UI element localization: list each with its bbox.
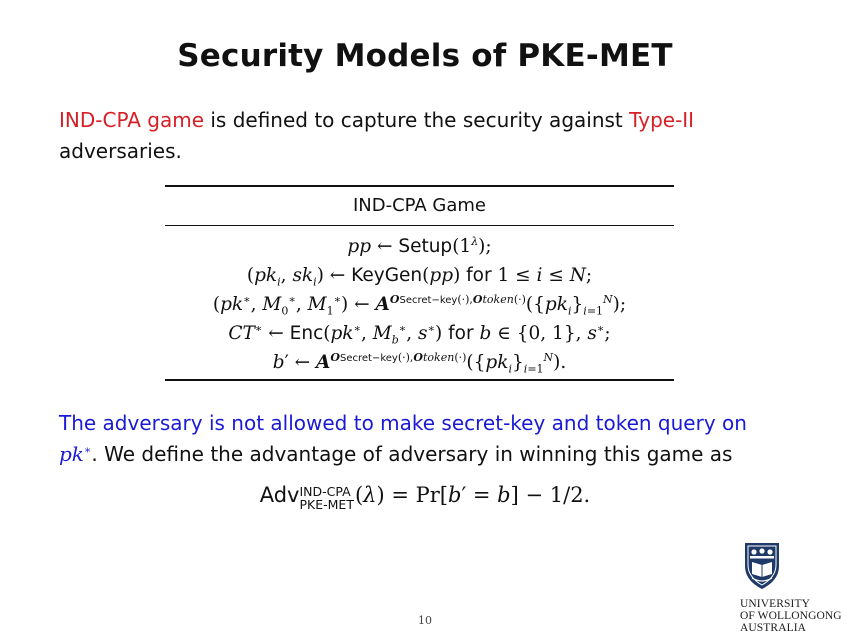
ind-cpa-game-term: IND-CPA game	[59, 108, 204, 132]
adv-superscript: IND-CPA	[299, 483, 351, 499]
ind-cpa-game-table	[165, 185, 674, 381]
pk-star-symbol: pk∗	[59, 442, 92, 466]
game-steps	[165, 226, 674, 379]
page-number: 10	[418, 614, 432, 627]
university-name: UNIVERSITY OF WOLLONGONG AUSTRALIA	[740, 598, 842, 634]
crest-icon	[742, 540, 782, 590]
restriction-text: The adversary is not allowed to make secret-key and token query on	[59, 411, 747, 435]
table-header: IND-CPA Game	[352, 195, 487, 216]
restriction-paragraph	[59, 408, 819, 470]
game-step-keygen: ($pk_i$, $sk_i$) ← KeyGen(pp) for 1 ≤ i ≤ N;	[246, 265, 593, 289]
intro-paragraph	[59, 105, 819, 167]
game-step-setup: pp ← $Setup(1^\lambda)$;	[347, 234, 492, 257]
game-step-guess: b′ ← $A^{OSecret-key(\cdot),Otoken(\cdot)}(\{pk_i\}_{i=1}^N)$.	[272, 350, 567, 376]
intro-text: is defined to capture the security against	[204, 108, 630, 132]
type-ii-term: Type-II	[629, 108, 695, 132]
advantage-formula: Adv IND-CPA PKE-MET (λ) = Pr[b′ = b] − 1/2.	[259, 483, 591, 512]
game-step-encrypt: CT∗ ← Enc(pk∗, $M_b^∗$, s∗) for b ∈ {0, 1}, s∗;	[228, 321, 611, 347]
university-logo	[740, 540, 850, 641]
adv-scripts	[300, 485, 354, 511]
adv-symbol: Adv	[259, 483, 300, 507]
advantage-intro-text: . We define the advantage of adversary in winning this game as	[91, 442, 733, 466]
adv-subscript: PKE-MET	[299, 496, 354, 512]
game-step-challenge-messages: (pk∗, $M_0^∗$, $M_1^∗$) ← $A^{OSecret-key(\cdot),Otoken(\cdot)}(\{pk_i\}_{i=1}^N)$;	[212, 292, 627, 318]
slide-title: Security Models of PKE-MET	[177, 38, 673, 74]
table-bottom-rule	[165, 379, 674, 381]
intro-text-end: adversaries.	[59, 139, 182, 163]
